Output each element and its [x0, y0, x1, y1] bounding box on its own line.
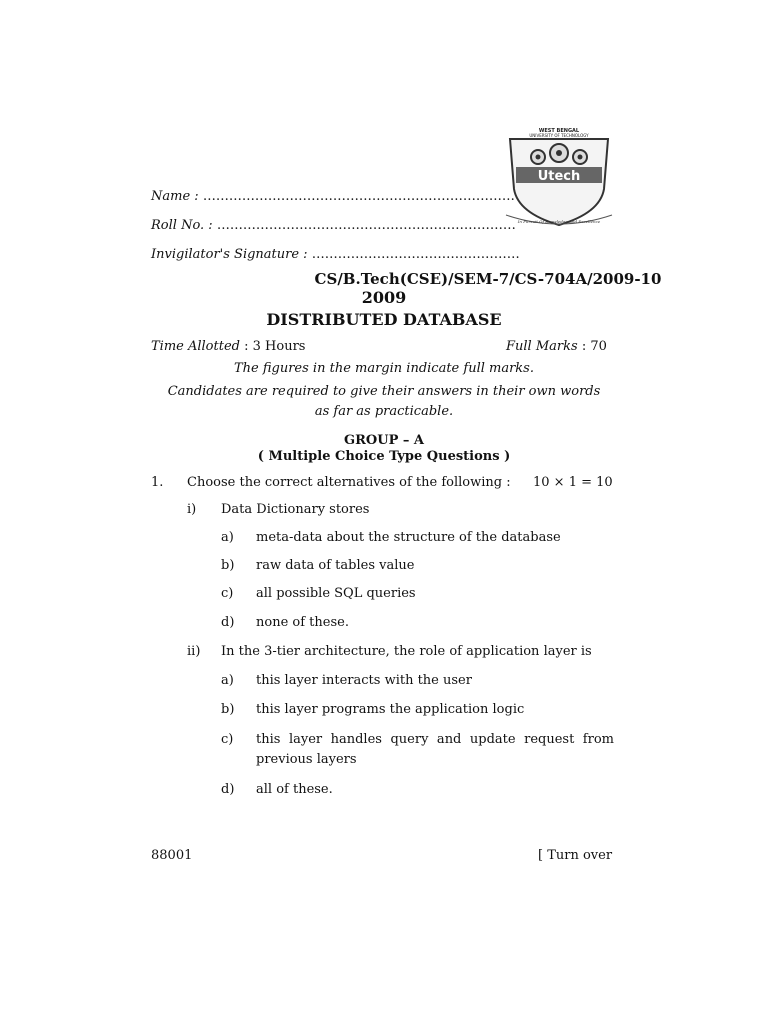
logo-motto: In Pursuit Of Knowledge And Excellence — [517, 219, 601, 224]
option-text: this layer programs the application logic — [256, 702, 525, 717]
turn-over: [ Turn over — [538, 848, 613, 863]
invigilator-dots: ………………………………………… — [311, 247, 520, 262]
option-label: d) — [221, 615, 235, 630]
exam-year: 2009 — [361, 288, 407, 307]
logo-name: Utech — [537, 169, 581, 184]
roll-label: Roll No. : — [151, 218, 213, 233]
candidates-note-line1: Candidates are required to give their answers in their own words — [167, 384, 601, 399]
group-subtitle: ( Multiple Choice Type Questions ) — [257, 449, 511, 464]
candidates-note-line2: as far as practicable. — [314, 404, 454, 419]
name-field[interactable] — [151, 189, 515, 204]
option-label: b) — [221, 558, 235, 573]
option-text: meta-data about the structure of the database — [256, 530, 561, 545]
option-label: d) — [221, 782, 235, 797]
time-value: : 3 Hours — [244, 339, 306, 354]
roll-field[interactable] — [151, 218, 516, 233]
subquestion-text: In the 3-tier architecture, the role of application layer is — [221, 644, 592, 659]
name-dots: ……………………………………………………………… — [202, 189, 515, 204]
option-text: all possible SQL queries — [256, 586, 416, 601]
margin-note: The figures in the margin indicate full marks. — [233, 361, 534, 376]
logo-sub-text: UNIVERSITY OF TECHNOLOGY — [529, 133, 589, 138]
full-marks — [506, 339, 607, 354]
utech-logo — [500, 125, 618, 235]
option-text-continued: previous layers — [256, 752, 357, 767]
group-title: GROUP – A — [344, 433, 424, 448]
option-text: this layer handles query and update request from — [256, 732, 614, 747]
time-allotted — [151, 339, 305, 354]
exam-code: CS/B.Tech(CSE)/SEM-7/CS-704A/2009-10 — [314, 270, 662, 288]
option-text: all of these. — [256, 782, 333, 797]
option-text: this layer interacts with the user — [256, 673, 472, 688]
option-label: c) — [221, 732, 234, 747]
option-label: b) — [221, 702, 235, 717]
option-text: raw data of tables value — [256, 558, 415, 573]
marks-value: : 70 — [581, 339, 607, 354]
option-text: none of these. — [256, 615, 349, 630]
roll-dots: …………………………………………………………… — [216, 218, 516, 233]
subquestion-number: i) — [187, 502, 197, 517]
question-number: 1. — [151, 475, 164, 490]
name-label: Name : — [151, 189, 199, 204]
question-text: Choose the correct alternatives of the following : — [187, 475, 511, 490]
option-label: a) — [221, 530, 234, 545]
question-marks: 10 × 1 = 10 — [533, 475, 613, 490]
marks-label: Full Marks — [506, 339, 578, 354]
option-label: a) — [221, 673, 234, 688]
exam-subject: DISTRIBUTED DATABASE — [266, 310, 502, 329]
paper-code: 88001 — [151, 848, 193, 863]
option-label: c) — [221, 586, 234, 601]
invigilator-field[interactable] — [151, 247, 520, 262]
subquestion-text: Data Dictionary stores — [221, 502, 370, 517]
subquestion-number: ii) — [187, 644, 201, 659]
time-label: Time Allotted — [151, 339, 240, 354]
logo-top-text: WEST BENGAL — [538, 128, 580, 134]
invigilator-label: Invigilator's Signature : — [151, 247, 308, 262]
